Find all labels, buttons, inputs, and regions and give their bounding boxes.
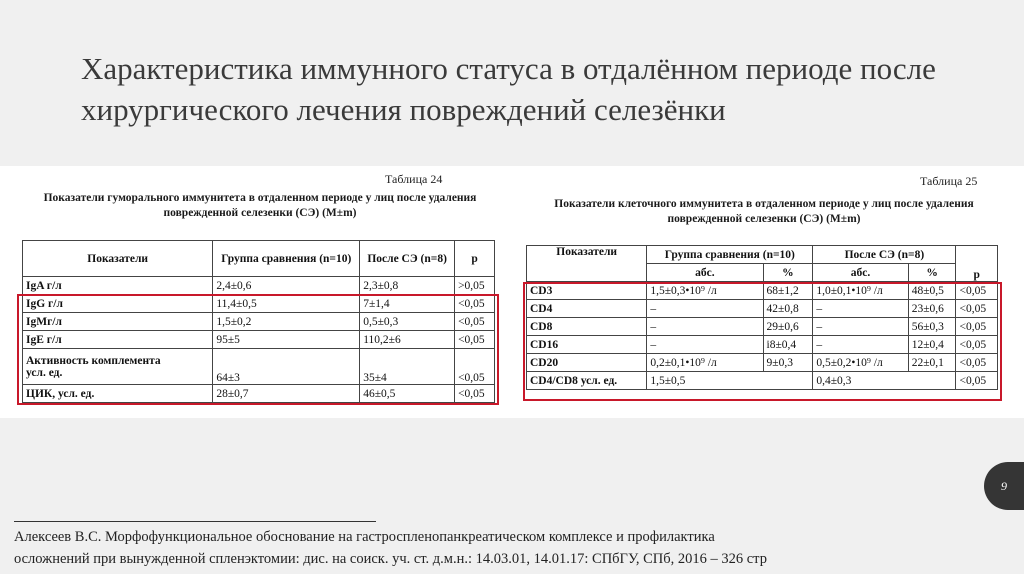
- table-row: [23, 313, 495, 331]
- table24-caption: Показатели гуморального иммунитета в отдаленном периоде у лиц после удаления поврежденной селезенки (СЭ) (M±m): [43, 192, 477, 219]
- row-p: <0,05: [455, 295, 495, 313]
- row-group: 1,5±0,2: [213, 313, 360, 331]
- table25-header-group: Группа сравнения (n=10): [647, 246, 813, 264]
- row-name: IgG г/л: [23, 295, 213, 313]
- row-p: <0,05: [455, 331, 495, 349]
- row-after: 0,5±0,3: [360, 313, 455, 331]
- row-after-abs: –: [813, 300, 908, 318]
- table-row: [527, 336, 998, 354]
- row-p: <0,05: [956, 354, 998, 372]
- page-number-badge: 9: [984, 462, 1024, 510]
- table-row: [527, 282, 998, 300]
- table25-header-indicator: Показатели: [527, 246, 647, 282]
- table-row: [527, 318, 998, 336]
- citation-line1: Алексеев В.С. Морфофункциональное обоснование на гастроспленопанкреатическом комплексе и профилактика: [14, 529, 715, 545]
- row-after: 7±1,4: [360, 295, 455, 313]
- row-after-abs: –: [813, 336, 908, 354]
- table25: [526, 245, 998, 390]
- row-p: <0,05: [956, 336, 998, 354]
- table-row: [527, 372, 998, 390]
- table25-sub-pct: %: [763, 264, 813, 282]
- row-group-pct: 68±1,2: [763, 282, 813, 300]
- row-group-pct: 29±0,6: [763, 318, 813, 336]
- table24-header-row: [23, 241, 495, 277]
- title-banner: [0, 0, 1024, 166]
- row-after-pct: 12±0,4: [908, 336, 956, 354]
- row-name-line2: усл. ед.: [26, 366, 63, 379]
- table25-number: Таблица 25: [920, 174, 978, 188]
- row-name-line1: Активность комплемента: [26, 354, 161, 367]
- row-name: CD16: [527, 336, 647, 354]
- row-after-abs: 1,0±0,1•10⁹ /л: [813, 282, 908, 300]
- table24-header-group: Группа сравнения (n=10): [213, 241, 360, 277]
- row-p: <0,05: [956, 372, 998, 390]
- row-after-abs: –: [813, 318, 908, 336]
- row-group-abs: –: [647, 336, 763, 354]
- row-p: <0,05: [956, 300, 998, 318]
- row-group-pct: i8±0,4: [763, 336, 813, 354]
- table25-sub-pct: %: [908, 264, 956, 282]
- row-name: IgA г/л: [23, 277, 213, 295]
- citation: [14, 526, 1014, 570]
- table24-header-p: p: [455, 241, 495, 277]
- row-p: <0,05: [455, 349, 495, 385]
- slide-title: Характеристика иммунного статуса в отдалённом периоде после хирургического лечения повреждений селезёнки: [81, 51, 936, 127]
- row-group: 28±0,7: [213, 385, 360, 403]
- row-after-pct: 56±0,3: [908, 318, 956, 336]
- row-group: 64±3: [213, 349, 360, 385]
- table-row: [527, 300, 998, 318]
- row-p: >0,05: [455, 277, 495, 295]
- table-row: [23, 295, 495, 313]
- table25-header-row: [527, 246, 998, 264]
- table24-header-indicator: Показатели: [23, 241, 213, 277]
- row-after-pct: 48±0,5: [908, 282, 956, 300]
- row-name: ЦИК, усл. ед.: [23, 385, 213, 403]
- citation-line2: осложнений при вынужденной спленэктомии: дис. на соиск. уч. ст. д.м.н.: 14.03.01, 14.01.17: СПбГУ, СПб, 2016 – 326 стр: [14, 551, 767, 567]
- table-row: [527, 354, 998, 372]
- row-after: 2,3±0,8: [360, 277, 455, 295]
- table25-header-after: После СЭ (n=8): [813, 246, 956, 264]
- row-name: CD20: [527, 354, 647, 372]
- row-p: <0,05: [455, 385, 495, 403]
- row-p: <0,05: [956, 282, 998, 300]
- row-group-pct: 42±0,8: [763, 300, 813, 318]
- row-group: 11,4±0,5: [213, 295, 360, 313]
- row-group: 2,4±0,6: [213, 277, 360, 295]
- row-name: CD4/CD8 усл. ед.: [527, 372, 647, 390]
- table-row: [23, 349, 495, 385]
- citation-divider: [14, 521, 376, 522]
- row-after-pct: 23±0,6: [908, 300, 956, 318]
- row-group-abs: –: [647, 318, 763, 336]
- row-after-abs: 0,5±0,2•10⁹ /л: [813, 354, 908, 372]
- table24: [22, 240, 495, 403]
- table-row: [23, 331, 495, 349]
- row-name: CD4: [527, 300, 647, 318]
- row-name: IgMг/л: [23, 313, 213, 331]
- table-row: [23, 277, 495, 295]
- row-after: 35±4: [360, 349, 455, 385]
- table24-header-after: После СЭ (n=8): [360, 241, 455, 277]
- table24-number: Таблица 24: [385, 172, 443, 186]
- row-group-abs: 1,5±0,3•10⁹ /л: [647, 282, 763, 300]
- table25-sub-abs: абс.: [647, 264, 763, 282]
- row-name: [23, 349, 213, 385]
- table25-sub-abs: абс.: [813, 264, 908, 282]
- row-after: 46±0,5: [360, 385, 455, 403]
- row-after-pct: 22±0,1: [908, 354, 956, 372]
- row-after: 110,2±6: [360, 331, 455, 349]
- table25-header-p: p: [956, 246, 998, 282]
- row-name: CD8: [527, 318, 647, 336]
- row-name: CD3: [527, 282, 647, 300]
- row-p: <0,05: [956, 318, 998, 336]
- row-after-value: 0,4±0,3: [813, 372, 956, 390]
- row-name: IgE г/л: [23, 331, 213, 349]
- table-row: [23, 385, 495, 403]
- row-group: 95±5: [213, 331, 360, 349]
- row-group-abs: 0,2±0,1•10⁹ /л: [647, 354, 763, 372]
- row-group-pct: 9±0,3: [763, 354, 813, 372]
- row-group-abs: –: [647, 300, 763, 318]
- table25-caption: Показатели клеточного иммунитета в отдаленном периоде у лиц после удаления поврежденной селезенки (СЭ) (M±m): [554, 198, 974, 225]
- row-p: <0,05: [455, 313, 495, 331]
- row-group-value: 1,5±0,5: [647, 372, 813, 390]
